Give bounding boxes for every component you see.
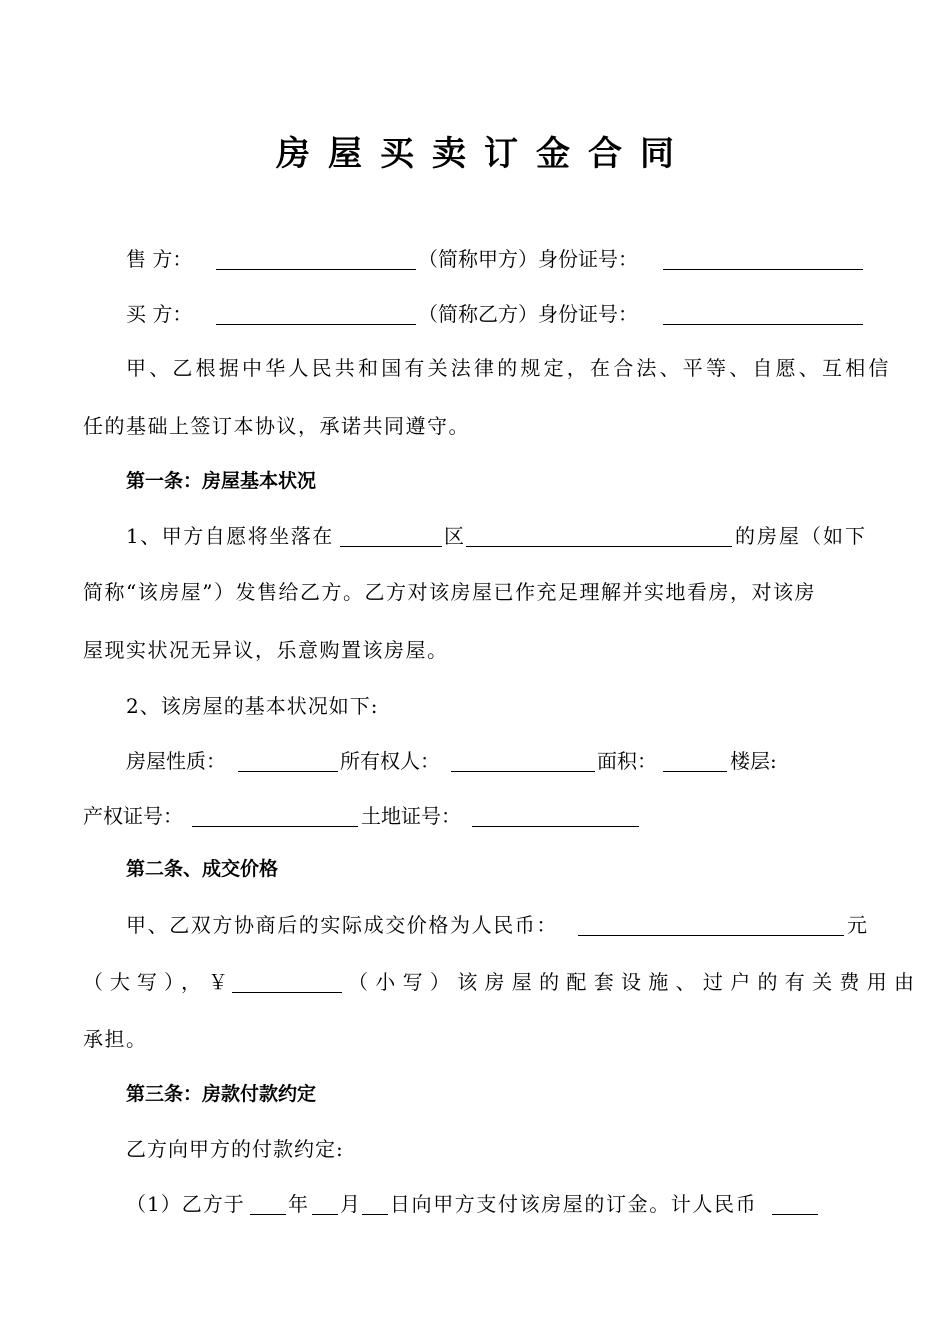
floor-label: 楼层: <box>730 749 777 773</box>
district-field[interactable] <box>340 522 442 547</box>
article-1-para-1 <box>0 520 950 552</box>
land-cert-field[interactable] <box>472 802 639 827</box>
article-1-para-2: 2、该房屋的基本状况如下: <box>126 694 379 718</box>
intro-line-1: 甲、乙根据中华人民共和国有关法律的规定，在合法、平等、自愿、互相信 <box>126 356 892 380</box>
year-field[interactable] <box>250 1190 286 1215</box>
property-nature-label: 房屋性质： <box>126 749 226 773</box>
title-cert-label: 产权证号： <box>83 804 183 828</box>
price-number-field[interactable] <box>232 968 342 993</box>
price-line-3: 承担。 <box>83 1027 148 1051</box>
article-1-para-1-line-3: 屋现实状况无异议，乐意购置该房屋。 <box>83 638 449 662</box>
buyer-id-field[interactable] <box>663 300 863 325</box>
seller-name-field[interactable] <box>216 245 416 270</box>
price-line-1 <box>0 909 950 941</box>
article-3-para-1: 乙方向甲方的付款约定: <box>126 1137 344 1161</box>
seller-abbr: （简称甲方）身份证号： <box>418 247 638 271</box>
buyer-line <box>0 298 950 330</box>
owner-label: 所有权人： <box>340 749 440 773</box>
address-field[interactable] <box>466 522 732 547</box>
payment-prefix: （1）乙方于 <box>126 1192 245 1216</box>
buyer-abbr: （简称乙方）身份证号： <box>418 302 638 326</box>
month-field[interactable] <box>312 1190 338 1215</box>
price-line-2 <box>0 966 950 998</box>
seller-line <box>0 243 950 275</box>
owner-field[interactable] <box>451 747 595 772</box>
buyer-label: 买 方： <box>126 302 193 326</box>
land-cert-label: 土地证号： <box>361 804 461 828</box>
month-label: 月 <box>340 1192 360 1216</box>
article-3-heading: 第三条：房款付款约定 <box>126 1083 317 1105</box>
property-nature-field[interactable] <box>238 747 338 772</box>
price-words-field[interactable] <box>578 911 844 936</box>
day-field[interactable] <box>362 1190 388 1215</box>
price-words-label: （大写），￥ <box>83 970 235 994</box>
article-1-heading: 第一条：房屋基本状况 <box>126 470 317 492</box>
area-label: 面积： <box>597 749 657 773</box>
payment-text: 日向甲方支付该房屋的订金。计人民币 <box>390 1192 758 1216</box>
yuan-label: 元 <box>847 913 867 937</box>
deposit-amount-field[interactable] <box>772 1190 818 1215</box>
district-label: 区 <box>444 524 464 548</box>
location-suffix: 的房屋（如下 <box>735 524 867 548</box>
seller-id-field[interactable] <box>663 245 863 270</box>
article-3-para-2 <box>0 1188 950 1220</box>
article-2-heading: 第二条、成交价格 <box>126 858 279 880</box>
document-title: 房屋买卖订金合同 <box>276 134 692 174</box>
seller-label: 售 方： <box>126 247 193 271</box>
year-label: 年 <box>288 1192 308 1216</box>
price-prefix: 甲、乙双方协商后的实际成交价格为人民币： <box>126 913 558 937</box>
area-field[interactable] <box>663 747 727 772</box>
article-1-para-1-line-2: 简称“该房屋”）发售给乙方。乙方对该房屋已作充足理解并实地看房，对该房 <box>83 580 816 604</box>
intro-line-2: 任的基础上签订本协议，承诺共同遵守。 <box>83 414 470 438</box>
title-cert-field[interactable] <box>192 802 358 827</box>
buyer-name-field[interactable] <box>216 300 416 325</box>
price-suffix: （小写）该房屋的配套设施、过户的有关费用由 <box>348 970 922 994</box>
certificate-line <box>0 800 950 832</box>
location-prefix: 1、甲方自愿将坐落在 <box>126 524 334 548</box>
property-details-line <box>0 745 950 777</box>
